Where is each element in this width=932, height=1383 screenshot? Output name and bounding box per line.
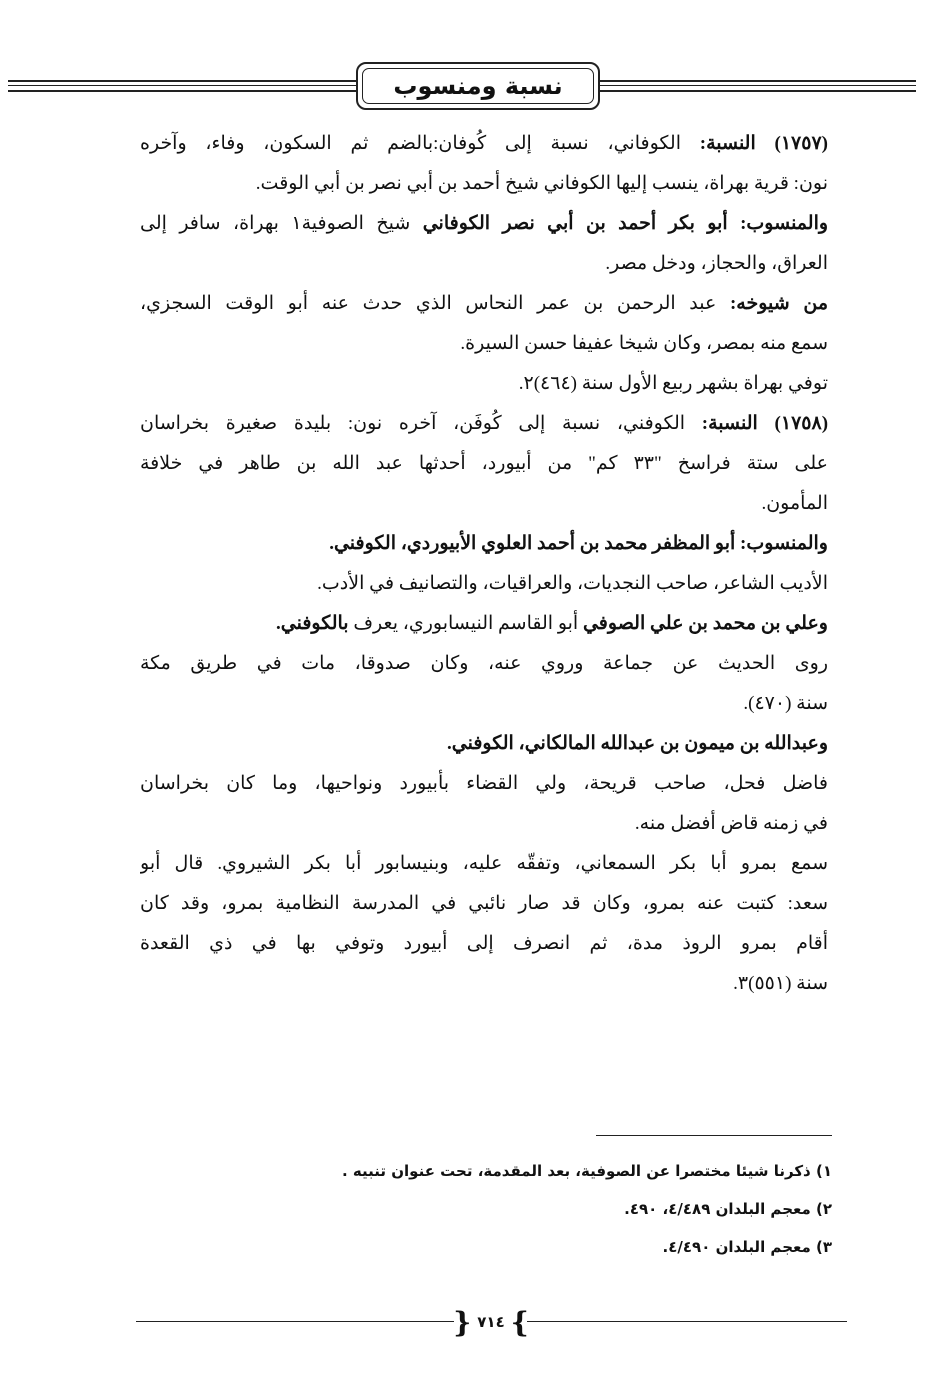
text-run: في زمنه قاض أفضل منه. [634, 813, 828, 834]
text-line [140, 604, 828, 644]
text-line [140, 964, 828, 1004]
footnote: ٢) معجم البلدان ٤/٤٨٩، ٤٩٠. [624, 1200, 832, 1218]
text-run: سمع بمرو أبا بكر السمعاني، وتفقّه عليه، وبنيسابور أبا بكر الشيروي. قال أبو [140, 853, 828, 874]
text-run: أبو القاسم النيسابوري، يعرف [348, 613, 583, 634]
page-number: ٧١٤ [477, 1313, 505, 1331]
page-header-title: نسبة ومنسوب [393, 72, 563, 100]
person-name: وعبدالله بن ميمون بن عبدالله المالكاني، الكوفني. [447, 733, 828, 754]
text-line [140, 244, 828, 284]
page-number-frame [452, 1305, 530, 1339]
text-run: سنة (٤٧٠). [743, 693, 828, 714]
text-line [140, 724, 828, 764]
person-name: والمنسوب: أبو بكر أحمد بن أبي نصر الكوفاني [422, 213, 828, 234]
brace-left-icon: } [510, 1305, 529, 1339]
text-run: على ستة فراسخ "٣٣ كم" من أبيورد، أحدثها عبد الله بن طاهر في خلافة [140, 453, 828, 474]
text-line [140, 524, 828, 564]
paragraph [140, 844, 828, 1004]
main-text [140, 124, 828, 1004]
paragraph [140, 404, 828, 524]
text-run: الكوفني، نسبة إلى كُوفَن، آخره نون: بليدة صغيرة بخراسان [140, 413, 702, 434]
footnote: ٣) معجم البلدان ٤/٤٩٠. [662, 1238, 832, 1256]
text-line [140, 124, 828, 164]
footnote: ١) ذكرنا شيئا مختصرا عن الصوفية، بعد المقدمة، تحت عنوان تنبيه . [342, 1162, 832, 1180]
person-name: والمنسوب: أبو المظفر محمد بن أحمد العلوي الأبيوردي، الكوفني. [329, 533, 828, 554]
paragraph [140, 284, 828, 404]
text-line [140, 804, 828, 844]
header-rule-left [8, 80, 358, 92]
person-name: وعلي بن محمد بن علي الصوفي [582, 613, 828, 634]
text-line [140, 764, 828, 804]
text-line [140, 324, 828, 364]
text-line [140, 444, 828, 484]
paragraph [140, 724, 828, 844]
paragraph [140, 204, 828, 284]
paragraph [140, 124, 828, 204]
text-run: روى الحديث عن جماعة وروي عنه، وكان صدوقا، مات في طريق مكة [140, 653, 828, 674]
text-line [140, 924, 828, 964]
text-run-bold: بالكوفني. [276, 613, 349, 634]
text-line [140, 164, 828, 204]
text-run: الأديب الشاعر، صاحب النجديات، والعراقيات، والتصانيف في الأدب. [317, 573, 828, 594]
text-run: العراق، والحجاز، ودخل مصر. [605, 253, 828, 274]
text-run: توفي بهراة بشهر ربيع الأول سنة (٤٦٤)٢. [518, 373, 828, 394]
text-run: نون: قرية بهراة، ينسب إليها الكوفاني شيخ أحمد بن أبي نصر بن أبي الوقت. [255, 173, 828, 194]
text-line [140, 644, 828, 684]
entry-heading: (١٧٥٨) النسبة: [701, 413, 828, 434]
text-run: عبد الرحمن بن عمر النحاس الذي حدث عنه أبو الوقت السجزي، [140, 293, 730, 314]
text-line [140, 204, 828, 244]
text-run: شيخ الصوفية١ بهراة، سافر إلى [140, 213, 423, 234]
text-line [140, 684, 828, 724]
text-run: الكوفاني، نسبة إلى كُوفان:بالضم ثم السكون، وفاء، وآخره [140, 133, 700, 154]
entry-heading: (١٧٥٧) النسبة: [699, 133, 828, 154]
text-line [140, 844, 828, 884]
paragraph [140, 524, 828, 604]
text-line [140, 884, 828, 924]
header-rule-right [600, 80, 916, 92]
text-line [140, 364, 828, 404]
header-frame-inner [362, 68, 594, 104]
text-run: أقام بمرو الروذ مدة، ثم انصرف إلى أبيورد وتوفي بها في ذي القعدة [140, 933, 828, 954]
text-line [140, 404, 828, 444]
brace-right-icon: { [453, 1305, 472, 1339]
text-run: المأمون. [761, 493, 828, 514]
footer-rule-right [527, 1321, 847, 1322]
text-run: فاضل فحل، صاحب قريحة، ولي القضاء بأبيورد ونواحيها، وما كان بخراسان [140, 773, 828, 794]
footnotes [200, 1152, 832, 1266]
text-line [140, 284, 828, 324]
text-run: سمع منه بمصر، وكان شيخا عفيفا حسن السيرة. [460, 333, 828, 354]
footnote-separator [596, 1135, 832, 1136]
text-line [140, 484, 828, 524]
header-frame [356, 62, 600, 110]
footer-rule-left [136, 1321, 454, 1322]
text-run: سنة (٥٥١)٣. [733, 973, 828, 994]
paragraph [140, 604, 828, 724]
section-label: من شيوخه: [729, 293, 828, 314]
text-run: سعد: كتبت عنه بمرو، وكان قد صار نائبي في المدرسة النظامية بمرو، وقد كان [140, 893, 828, 914]
text-line [140, 564, 828, 604]
